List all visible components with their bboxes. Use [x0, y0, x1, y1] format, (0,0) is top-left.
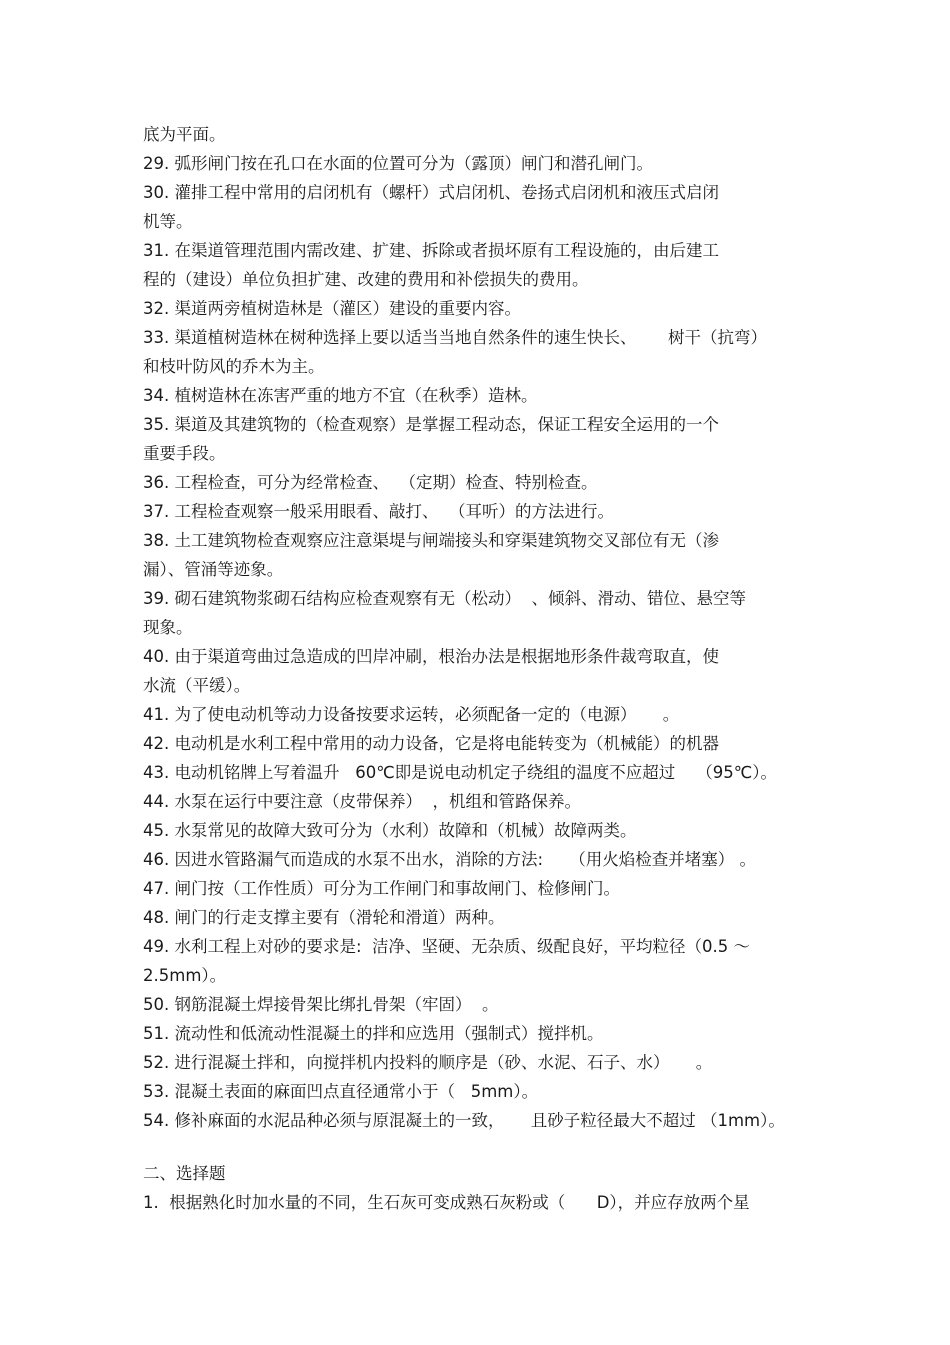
text-line: 程的（建设）单位负担扩建、改建的费用和补偿损失的费用。: [143, 270, 589, 289]
text-line: 38. 土工建筑物检查观察应注意渠堤与闸端接头和穿渠建筑物交叉部位有无（渗: [143, 531, 719, 550]
text-line: 35. 渠道及其建筑物的（检查观察）是掌握工程动态，保证工程安全运用的一个: [143, 415, 719, 434]
text-line: 36. 工程检查，可分为经常检查、 （定期）检查、特别检查。: [143, 473, 598, 492]
fill-in-blank-section: [143, 120, 823, 1135]
text-line: 重要手段。: [143, 444, 226, 463]
text-line: 51. 流动性和低流动性混凝土的拌和应选用（强制式）搅拌机。: [143, 1024, 604, 1043]
text-line: 48. 闸门的行走支撑主要有（滑轮和滑道）两种。: [143, 908, 505, 927]
text-line: 29. 弧形闸门按在孔口在水面的位置可分为（露顶）闸门和潜孔闸门。: [143, 154, 653, 173]
text-line: 30. 灌排工程中常用的启闭机有（螺杆）式启闭机、卷扬式启闭机和液压式启闭: [143, 183, 719, 202]
text-line: 二、选择题: [143, 1164, 226, 1183]
text-line: 31. 在渠道管理范围内需改建、扩建、拆除或者损坏原有工程设施的，由后建工: [143, 241, 719, 260]
document-body: [143, 120, 823, 1217]
text-line: 39. 砌石建筑物浆砌石结构应检查观察有无（松动） 、倾斜、滑动、错位、悬空等: [143, 589, 746, 608]
text-line: 34. 植树造林在冻害严重的地方不宜（在秋季）造林。: [143, 386, 538, 405]
text-line: 底为平面。: [143, 125, 226, 144]
text-line: 53. 混凝土表面的麻面凹点直径通常小于（ 5mm）。: [143, 1082, 539, 1101]
text-line: 1. 根据熟化时加水量的不同，生石灰可变成熟石灰粉或（ D），并应存放两个星: [143, 1193, 750, 1212]
text-line: 46. 因进水管路漏气而造成的水泵不出水，消除的方法: （用火焰检查并堵塞） 。: [143, 850, 757, 869]
text-line: 32. 渠道两旁植树造林是（灌区）建设的重要内容。: [143, 299, 521, 318]
multiple-choice-section: [143, 1159, 823, 1217]
text-line: 33. 渠道植树造林在树种选择上要以适当当地自然条件的速生快长、 树干（抗弯）: [143, 328, 767, 347]
text-line: 37. 工程检查观察一般采用眼看、敲打、 （耳听）的方法进行。: [143, 502, 614, 521]
text-line: 54. 修补麻面的水泥品种必须与原混凝土的一致， 且砂子粒径最大不超过 （1mm）。: [143, 1111, 785, 1130]
text-line: 44. 水泵在运行中要注意（皮带保养） ，机组和管路保养。: [143, 792, 581, 811]
text-line: 2.5mm）。: [143, 966, 227, 985]
text-line: 现象。: [143, 618, 193, 637]
text-line: 47. 闸门按（工作性质）可分为工作闸门和事故闸门、检修闸门。: [143, 879, 620, 898]
text-line: 52. 进行混凝土拌和，向搅拌机内投料的顺序是（砂、水泥、石子、水） 。: [143, 1053, 713, 1072]
section-gap: [143, 1135, 823, 1159]
text-line: 45. 水泵常见的故障大致可分为（水利）故障和（机械）故障两类。: [143, 821, 637, 840]
text-line: 40. 由于渠道弯曲过急造成的凹岸冲刷，根治办法是根据地形条件裁弯取直，使: [143, 647, 719, 666]
text-line: 漏）、管涌等迹象。: [143, 560, 284, 579]
text-line: 机等。: [143, 212, 193, 231]
text-line: 49. 水利工程上对砂的要求是: 洁净、坚硬、无杂质、级配良好，平均粒径（0.5 ～: [143, 937, 751, 956]
text-line: 43. 电动机铭牌上写着温升 60℃即是说电动机定子绕组的温度不应超过 （95℃）。: [143, 763, 778, 782]
text-line: 50. 钢筋混凝土焊接骨架比绑扎骨架（牢固） 。: [143, 995, 499, 1014]
text-line: 和枝叶防风的乔木为主。: [143, 357, 325, 376]
text-line: 水流（平缓）。: [143, 676, 251, 695]
text-line: 42. 电动机是水利工程中常用的动力设备，它是将电能转变为（机械能）的机器: [143, 734, 719, 753]
text-line: 41. 为了使电动机等动力设备按要求运转，必须配备一定的（电源） 。: [143, 705, 680, 724]
